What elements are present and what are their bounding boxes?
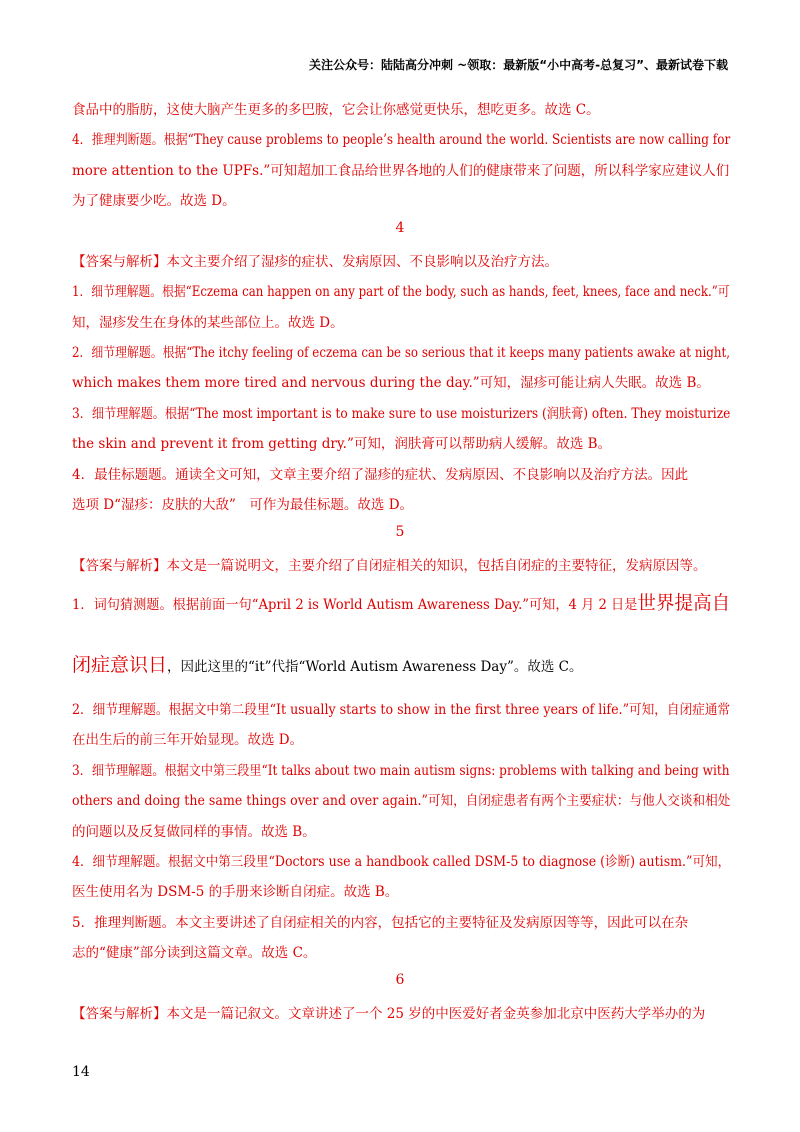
text-line: which makes them more tired and nervous during the day.”可知，湿疹可能让病人失眠。故选 B。: [72, 375, 710, 391]
text-line: 3．细节理解题。根据文中第三段里“It talks about two main autism signs: problems with talking and being with: [72, 763, 730, 779]
highlight-span: 世界提高自: [637, 592, 731, 614]
text-line: 的问题以及反复做同样的事情。故选 B。: [72, 824, 316, 840]
text-line: 食品中的脂肪，这使大脑产生更多的多巴胺，它会让你感觉更快乐，想吃更多。故选 C。: [72, 102, 600, 118]
highlight-span: 闭症意识日: [72, 654, 168, 676]
page-header: 关注公众号：陆陆高分冲刺 ~领取：最新版“小中高考-总复习”、最新试卷下载: [309, 58, 728, 72]
text-line: 为了健康要少吃。故选 D。: [72, 193, 236, 209]
text-line: 志的“健康”部分读到这篇文章。故选 C。: [72, 945, 317, 961]
section-number: 4: [395, 220, 405, 236]
text-line: 【答案与解析】本文是一篇记叙文。文章讲述了一个 25 岁的中医爱好者金英参加北京中医药大学举办的为: [72, 1006, 706, 1022]
text-line: 【答案与解析】本文是一篇说明文，主要介绍了自闭症相关的知识，包括自闭症的主要特征，发病原因等。: [72, 558, 707, 574]
text-line: 知，湿疹发生在身体的某些部位上。故选 D。: [72, 315, 344, 331]
text-line: [72, 650, 583, 677]
text-line: [72, 588, 730, 615]
text-line: 2．细节理解题。根据“The itchy feeling of eczema can be so serious that it keeps many patients awake at night,: [72, 345, 731, 361]
text-line: more attention to the UPFs.”可知超加工食品给世界各地的人们的健康带来了问题，所以科学家应建议人们: [72, 163, 730, 179]
text-line: 4．推理判断题。根据“They cause problems to people’s health around the world. Scientists are now calling for: [72, 132, 731, 148]
text-line: 1．细节理解题。根据“Eczema can happen on any part of the body, such as hands, feet, knees, face and neck.”可: [72, 284, 730, 300]
text-line: the skin and prevent it from getting dry.”可知，润肤膏可以帮助病人缓解。故选 B。: [72, 436, 612, 452]
text-line: 选项 D“湿疹：皮肤的大敌” 可作为最佳标题。故选 D。: [72, 497, 414, 513]
text-line: 4．细节理解题。根据文中第三段里“Doctors use a handbook called DSM-5 to diagnose (诊断) autism.”可知，: [72, 854, 731, 870]
text-span: ，因此这里的“it”代指“World Autism Awareness Day”。故选 C。: [167, 659, 583, 675]
text-line: 3．细节理解题。根据“The most important is to make sure to use moisturizers (润肤膏) often. They moisturize: [72, 406, 731, 422]
page-number: 14: [72, 1064, 90, 1080]
text-line: 【答案与解析】本文主要介绍了湿疹的症状、发病原因、不良影响以及治疗方法。: [72, 254, 558, 270]
text-line: 医生使用名为 DSM-5 的手册来诊断自闭症。故选 B。: [72, 884, 399, 900]
text-line: 2．细节理解题。根据文中第二段里“It usually starts to show in the first three years of life.”可知，自闭症通常: [72, 702, 731, 718]
text-line: 4．最佳标题题。通读全文可知，文章主要介绍了湿疹的症状、发病原因、不良影响以及治疗方法。因此: [72, 467, 689, 483]
text-line: 5．推理判断题。本文主要讲述了自闭症相关的内容，包括它的主要特征及发病原因等等，因此可以在杂: [72, 915, 689, 931]
text-line: others and doing the same things over and over again.”可知，自闭症患者有两个主要症状：与他人交谈和相处: [72, 793, 731, 809]
section-number: 5: [395, 524, 405, 540]
text-span: 1．词句猜测题。根据前面一句“April 2 is World Autism Awareness Day.”可知，4 月 2 日是: [72, 597, 638, 613]
section-number: 6: [395, 972, 405, 988]
text-line: 在出生后的前三年开始显现。故选 D。: [72, 732, 304, 748]
